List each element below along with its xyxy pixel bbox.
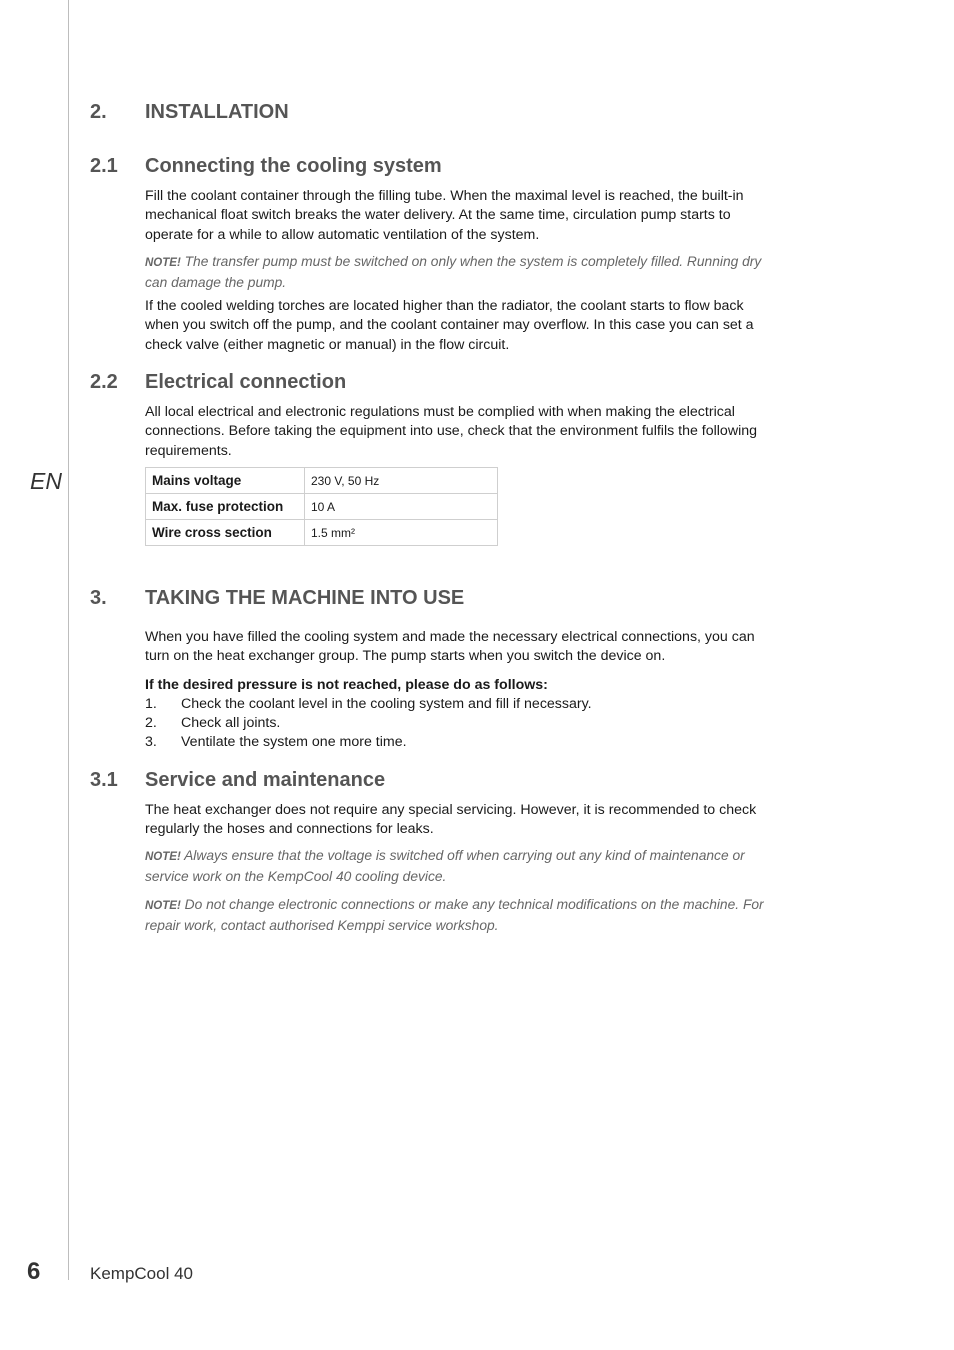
list-number: 3. — [145, 734, 157, 750]
note-label: NOTE! — [145, 851, 181, 863]
table-row — [146, 468, 498, 494]
section-title: INSTALLATION — [145, 101, 289, 123]
note-text: The transfer pump must be switched on only when the system is completely filled. Running dry can damage the pump. — [145, 254, 762, 291]
list-number: 2. — [145, 715, 157, 731]
paragraph: All local electrical and electronic regulations must be complied with when making the electrical connections. Before taking the equipment into use, check that the environment fulfils the following requirements. — [145, 404, 758, 459]
language-marker: EN — [30, 468, 62, 494]
list-number: 1. — [145, 696, 157, 712]
table-value: 10 A — [305, 494, 498, 520]
table-row — [146, 520, 498, 546]
table-key: Mains voltage — [146, 468, 305, 494]
paragraph: When you have filled the cooling system and made the necessary electrical connections, you can turn on the heat exchanger group. The pump starts when you switch the device on. — [145, 629, 755, 665]
section-title: Service and maintenance — [145, 769, 386, 791]
table-key: Wire cross section — [146, 520, 305, 546]
section-number: 2. — [90, 101, 107, 123]
margin-rule — [68, 0, 69, 1280]
note-label: NOTE! — [145, 900, 181, 912]
table-value: 1.5 mm² — [305, 520, 498, 546]
footer-product-name: KempCool 40 — [90, 1264, 194, 1283]
table-row — [146, 494, 498, 520]
note-text: Do not change electronic connections or make any technical modifications on the machine. For repair work, contact authorised Kemppi service workshop. — [145, 897, 764, 934]
list-text: Ventilate the system one more time. — [181, 734, 407, 750]
note — [145, 895, 773, 936]
note-text: Always ensure that the voltage is switched off when carrying out any kind of maintenance or service work on the KempCool 40 cooling device. — [145, 848, 745, 885]
note — [145, 252, 773, 293]
instruction-heading: If the desired pressure is not reached, please do as follows: — [145, 677, 548, 693]
list-text: Check all joints. — [181, 715, 281, 731]
paragraph: The heat exchanger does not require any special servicing. However, it is recommended to check regularly the hoses and connections for leaks. — [145, 802, 757, 838]
section-number: 2.2 — [90, 371, 118, 393]
list-text: Check the coolant level in the cooling system and fill if necessary. — [181, 696, 592, 712]
table-value: 230 V, 50 Hz — [305, 468, 498, 494]
section-number: 2.1 — [90, 155, 118, 177]
note-label: NOTE! — [145, 257, 181, 269]
paragraph: Fill the coolant container through the filling tube. When the maximal level is reached, the built-in mechanical float switch breaks the water delivery. At the same time, circulation pump starts to operate for a while to allow automatic ventilation of the system. — [145, 188, 744, 243]
paragraph: If the cooled welding torches are located higher than the radiator, the coolant starts to flow back when you switch off the pump, and the coolant container may overflow. In this case you can set a check valve (either magnetic or manual) in the flow circuit. — [145, 298, 754, 353]
page-number: 6 — [27, 1258, 41, 1285]
requirements-table — [145, 467, 498, 546]
section-title: TAKING THE MACHINE INTO USE — [145, 587, 465, 609]
section-number: 3.1 — [90, 769, 118, 791]
section-title: Connecting the cooling system — [145, 155, 442, 177]
section-title: Electrical connection — [145, 371, 347, 393]
table-key: Max. fuse protection — [146, 494, 305, 520]
section-number: 3. — [90, 587, 107, 609]
note — [145, 846, 773, 887]
